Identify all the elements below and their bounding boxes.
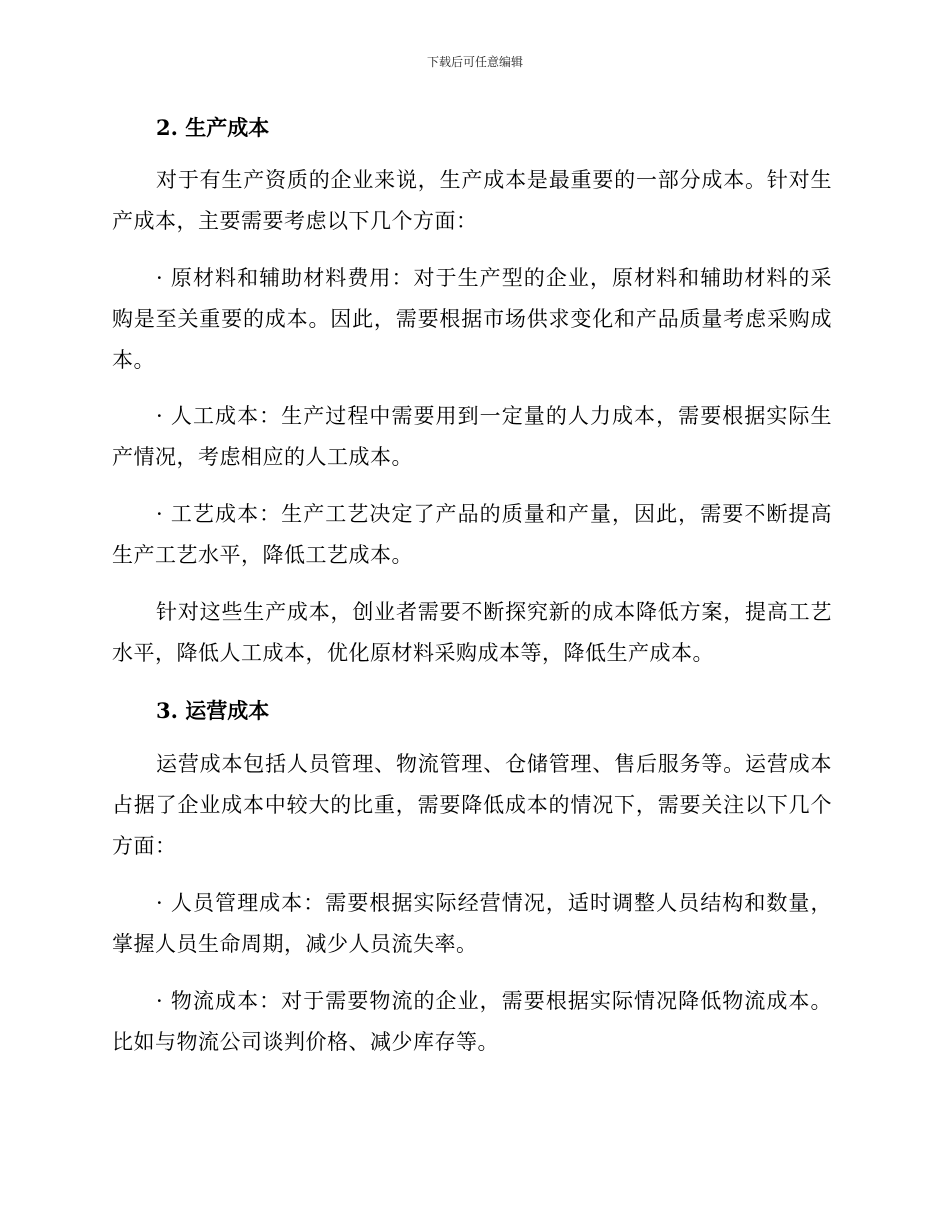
section-heading-operations: 3. 运营成本	[156, 698, 270, 723]
operations-bullet-personnel: · 人员管理成本：需要根据实际经营情况，适时调整人员结构和数量，掌握人员生命周期，减少人员流失率。	[112, 891, 832, 956]
operations-intro-paragraph: 运营成本包括人员管理、物流管理、仓储管理、售后服务等。运营成本占据了企业成本中较大的比重，需要降低成本的情况下，需要关注以下几个方面：	[112, 752, 832, 858]
page-header: 下载后可任意编辑	[426, 55, 523, 69]
production-intro-paragraph: 对于有生产资质的企业来说，生产成本是最重要的一部分成本。针对生产成本，主要需要考虑以下几个方面：	[112, 168, 832, 233]
production-bullet-process: · 工艺成本：生产工艺决定了产品的质量和产量，因此，需要不断提高生产工艺水平，降低工艺成本。	[112, 502, 832, 567]
operations-bullet-logistics: · 物流成本：对于需要物流的企业，需要根据实际情况降低物流成本。比如与物流公司谈判价格、减少库存等。	[112, 989, 832, 1054]
production-bullet-materials: · 原材料和辅助材料费用：对于生产型的企业，原材料和辅助材料的采购是至关重要的成本。因此，需要根据市场供求变化和产品质量考虑采购成本。	[112, 266, 832, 372]
section-heading-production: 2. 生产成本	[156, 115, 270, 140]
production-bullet-labor: · 人工成本：生产过程中需要用到一定量的人力成本，需要根据实际生产情况，考虑相应的人工成本。	[112, 404, 832, 469]
production-conclusion-paragraph: 针对这些生产成本，创业者需要不断探究新的成本降低方案，提高工艺水平，降低人工成本，优化原材料采购成本等，降低生产成本。	[112, 600, 832, 665]
